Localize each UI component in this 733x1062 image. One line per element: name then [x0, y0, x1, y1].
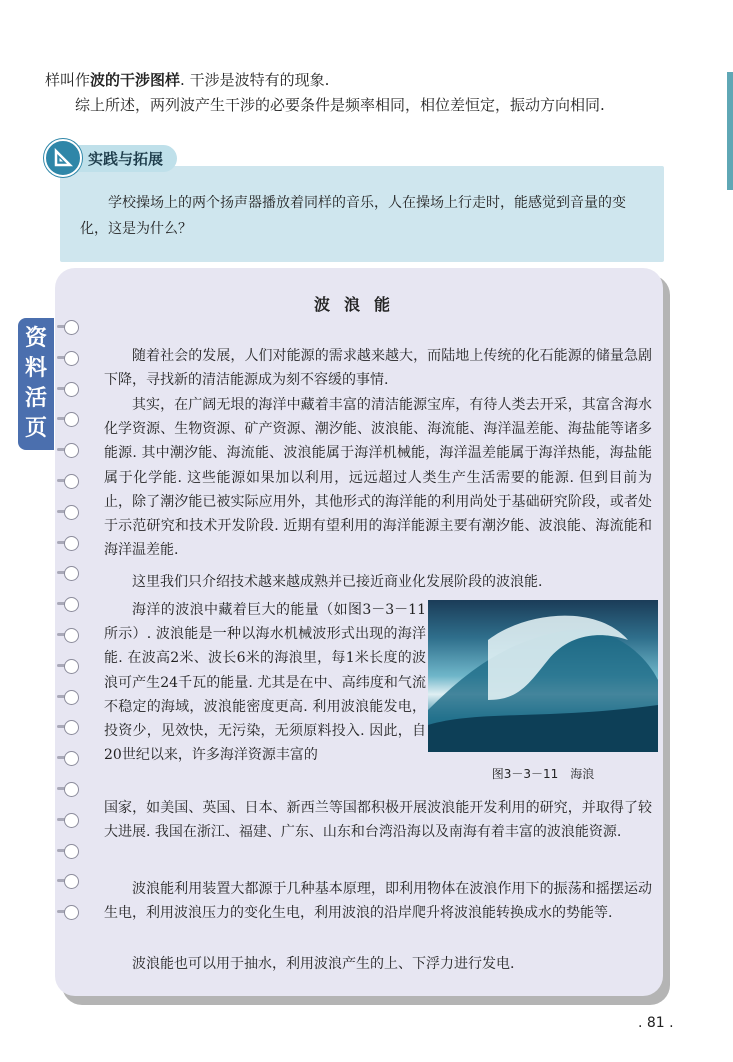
side-label: 资 料 活 页 — [18, 318, 54, 450]
binder-ring — [64, 320, 79, 335]
bold-term: 波的干涉图样 — [90, 71, 181, 89]
triangle-ruler-icon — [44, 139, 82, 177]
paragraph-5: 波浪能利用装置大都源于几种基本原理，即利用物体在波浪作用下的振荡和摇摆运动生电，利用波浪压力的变化生电，利用波浪的沿岸爬升将波浪能转换成水的势能等. — [104, 881, 652, 922]
binder-ring — [64, 813, 79, 828]
binder-ring — [64, 474, 79, 489]
binder-ring — [64, 659, 79, 674]
binder-ring — [64, 690, 79, 705]
ocean-wave-image — [428, 600, 658, 752]
binder-ring — [64, 505, 79, 520]
binder-ring — [64, 628, 79, 643]
figure-caption: 图3－3－11 海浪 — [491, 767, 595, 781]
paragraph-3: 这里我们只介绍技术越来越成熟并已接近商业化发展阶段的波浪能. — [132, 574, 543, 590]
card-title: 波浪能 — [313, 295, 404, 314]
binder-ring — [64, 351, 79, 366]
practice-label: 实践与拓展 — [74, 145, 177, 172]
practice-question: 学校操场上的两个扬声器播放着同样的音乐，人在操场上行走时，能感觉到音量的变化，这是为什么？ — [80, 195, 626, 237]
paragraph-4-rest: 国家，如美国、英国、日本、新西兰等国都积极开展波浪能开发利用的研究，并取得了较大进展. 我国在浙江、福建、广东、山东和台湾沿海以及南海有着丰富的波浪能资源. — [104, 800, 652, 841]
intro-line-1: 样叫作波的干涉图样. 干涉是波特有的现象. — [45, 71, 330, 89]
chapter-edge-tab — [727, 72, 733, 190]
practice-badge — [44, 142, 177, 174]
paragraph-2: 其实，在广阔无垠的海洋中藏着丰富的清洁能源宝库，有待人类去开采，其富含海水化学资源、生物资源、矿产资源、潮汐能、波浪能、海流能、海洋温差能、海盐能等诸多能源. 其中潮汐能、海流能、波浪能属于海洋机械能，海洋温差能属于海洋热能，海盐能属于化学能. 这些能源如果加以利用，远远超过人类生产生活需要的能源. 但到目前为止，除了潮汐能已被实际应用外，其他形式的海洋能的利用尚处于基础研究阶段，或者处于示范研究和技术开发阶段. 近期有望利用的海洋能源主要有潮汐能、波浪能、海流能和海洋温差能. — [104, 397, 652, 559]
binder-ring — [64, 536, 79, 551]
page-number: . 81 . — [638, 1015, 674, 1031]
binder-ring — [64, 782, 79, 797]
paragraph-6: 波浪能也可以用于抽水，利用波浪产生的上、下浮力进行发电. — [132, 956, 515, 972]
binder-ring — [64, 382, 79, 397]
intro-line-2: 综上所述，两列波产生干涉的必要条件是频率相同，相位差恒定，振动方向相同. — [75, 96, 605, 114]
paragraph-1: 随着社会的发展，人们对能源的需求越来越大，而陆地上传统的化石能源的储量急剧下降，寻找新的清洁能源成为刻不容缓的事情. — [104, 348, 652, 389]
paragraph-4-wrapped: 海洋的波浪中藏着巨大的能量（如图3－3－11所示）. 波浪能是一种以海水机械波形式出现的海洋能. 在波高2米、波长6米的海浪里，每1米长度的波浪可产生24千瓦的能量. 尤其是在中、高纬度和气流不稳定的海域，波浪能密度更高. 利用波浪能发电，投资少，见效快，无污染，无须原料投入. 因此，自20世纪以来，许多海洋资源丰富的 — [104, 602, 426, 764]
binder-ring — [64, 844, 79, 859]
